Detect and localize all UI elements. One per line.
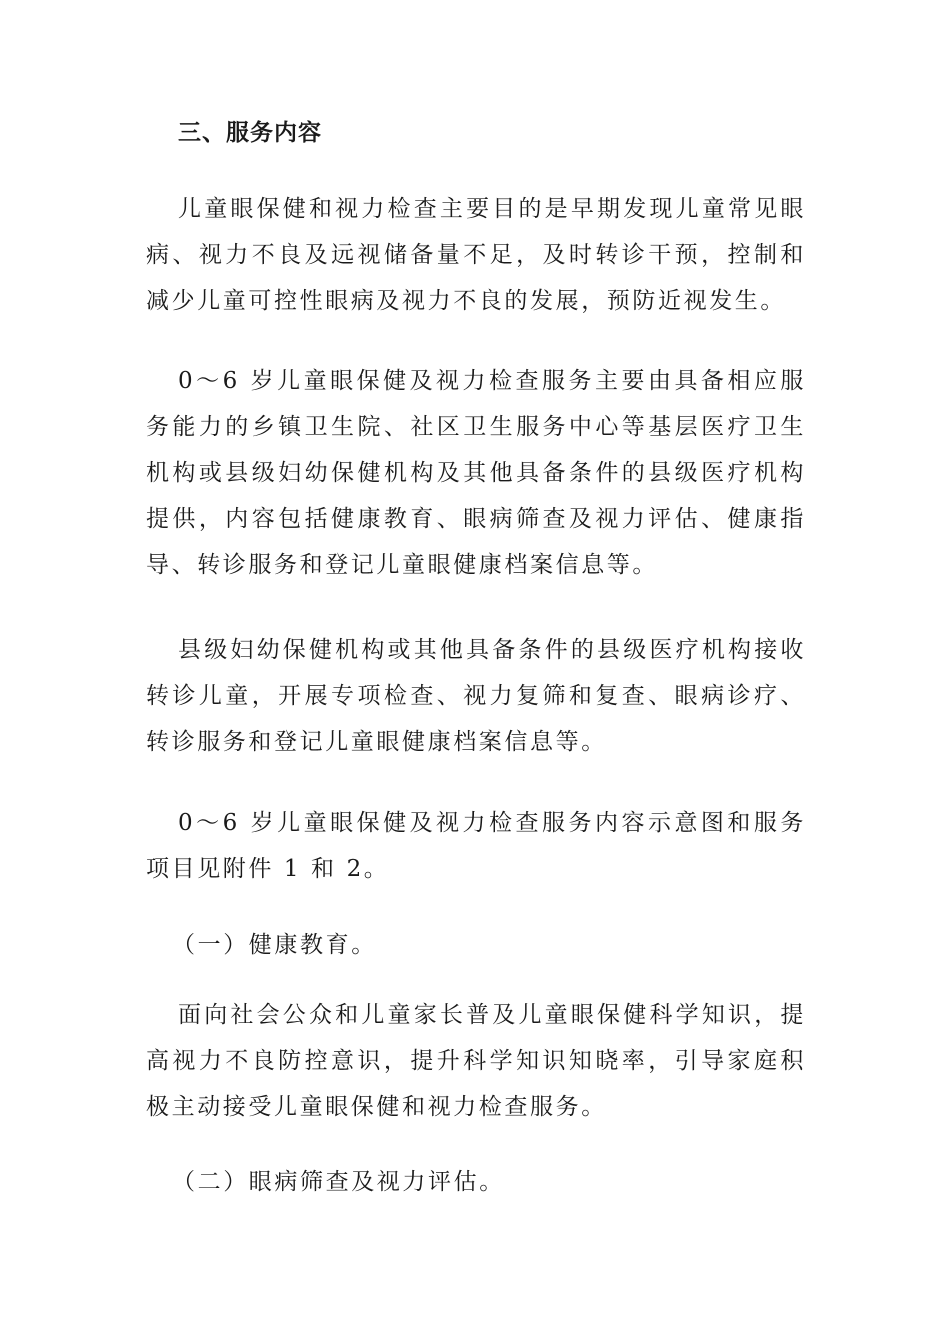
paragraph-county-institutions: 县级妇幼保健机构或其他具备条件的县级医疗机构接收转诊儿童，开展专项检查、视力复筛和复查、眼病诊疗、转诊服务和登记儿童眼健康档案信息等。: [146, 637, 806, 755]
section-heading: 三、服务内容: [178, 120, 322, 146]
paragraph-purpose: 儿童眼保健和视力检查主要目的是早期发现儿童常见眼病、视力不良及远视储备量不足，及时转诊干预，控制和减少儿童可控性眼病及视力不良的发展，预防近视发生。: [146, 196, 806, 314]
subsection-title-screening: （二）眼病筛查及视力评估。: [172, 1169, 505, 1195]
paragraph-service-providers: 0～6 岁儿童眼保健及视力检查服务主要由具备相应服务能力的乡镇卫生院、社区卫生服务中心等基层医疗卫生机构或县级妇幼保健机构及其他具备条件的县级医疗机构提供，内容包括健康教育、眼病筛查及视力评估、健康指导、转诊服务和登记儿童眼健康档案信息等。: [146, 368, 806, 578]
paragraph-health-education: 面向社会公众和儿童家长普及儿童眼保健科学知识，提高视力不良防控意识，提升科学知识知晓率，引导家庭积极主动接受儿童眼保健和视力检查服务。: [146, 1002, 806, 1120]
subsection-title-health-education: （一）健康教育。: [172, 932, 377, 958]
paragraph-attachments: 0～6 岁儿童眼保健及视力检查服务内容示意图和服务项目见附件 1 和 2。: [146, 810, 806, 882]
